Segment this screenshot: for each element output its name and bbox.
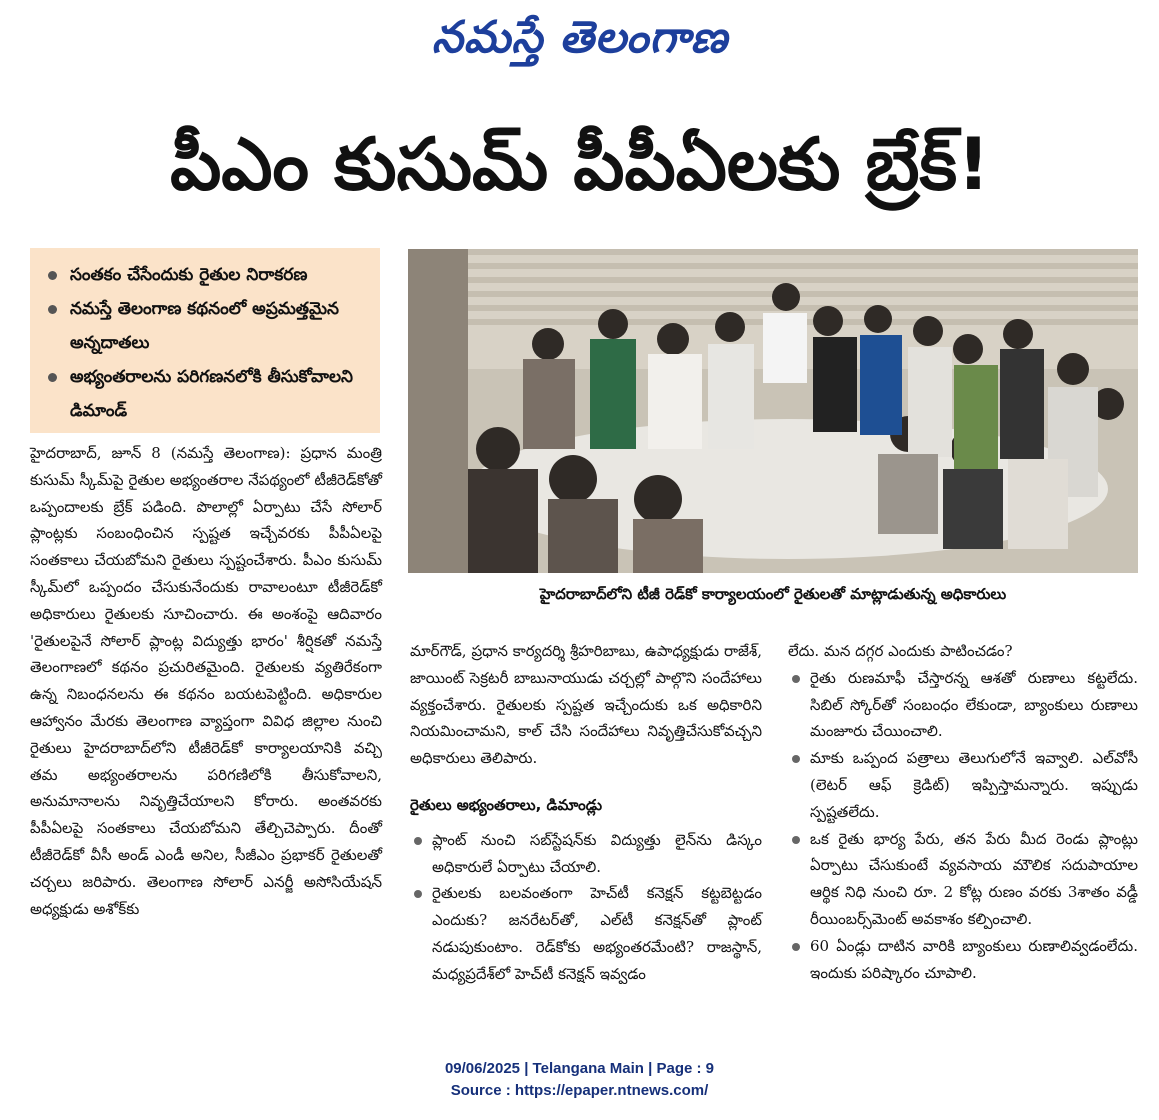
bullet-icon	[48, 271, 57, 280]
highlight-item: నమస్తే తెలంగాణ కథనంలో అప్రమత్తమైన అన్నదాతలు	[44, 292, 368, 360]
bullet-icon	[792, 675, 800, 683]
news-photo	[408, 249, 1138, 573]
demand-item: ప్లాంట్‌ నుంచి సబ్‌స్టేషన్‌కు విద్యుత్తు లైన్‌ను డిస్కం అధికారులే ఏర్పాటు చేయాలి.	[410, 827, 762, 881]
section-subhead: రైతులు అభ్యంతరాలు, డిమాండ్లు	[410, 795, 603, 814]
article-paragraph: మార్‌గౌడ్‌, ప్రధాన కార్యదర్శి శ్రీహరిబాబు, ఉపాధ్యక్షుడు రాజేశ్‌, జాయింట్‌ సెక్రటరీ బాబునాయుడు చర్చల్లో పాల్గొని సందేహాలు వ్యక్తంచేశారు. రైతులకు స్పష్టత ఇచ్చేందుకు ఒక అధికారిని నియమించామని, కాల్‌ చేసి సందేహాలు నివృత్తిచేసుకోవచ్చని అధికారులు తెలిపారు.	[410, 642, 762, 768]
masthead-title: నమస్తే తెలంగాణ	[431, 12, 729, 63]
bullet-icon	[792, 943, 800, 951]
footer-date-line: 09/06/2025 | Telangana Main | Page : 9	[444, 1060, 715, 1077]
demand-item: 60 ఏండ్లు దాటిన వారికి బ్యాంకులు రుణాలివ్వడంలేదు. ఇందుకు పరిష్కారం చూపాలి.	[788, 933, 1138, 987]
article-column-2	[410, 638, 762, 988]
highlights-box	[30, 248, 380, 433]
page-footer	[0, 1058, 1159, 1102]
article-column-3	[788, 638, 1138, 986]
bullet-icon	[48, 305, 57, 314]
headline-text: పీఎం కుసుమ్‌ పీపీఏలకు బ్రేక్‌!	[170, 121, 990, 206]
meeting-photo-illustration	[408, 249, 1138, 573]
bullet-icon	[792, 755, 800, 763]
footer-source-line[interactable]: Source : https://epaper.ntnews.com/	[450, 1082, 709, 1099]
masthead-logo	[300, 8, 860, 78]
demand-item: ఒక రైతు భార్య పేరు, తన పేరు మీద రెండు ప్లాంట్లు ఏర్పాటు చేసుకుంటే వ్యవసాయ మౌలిక సదుపాయాల ఆర్థిక నిధి నుంచి రూ. 2 కోట్ల రుణం వరకు 3శాతం వడ్డీ రీయింబర్స్‌మెంట్‌ అవకాశం కల్పించాలి.	[788, 826, 1138, 933]
article-paragraph: హైదరాబాద్‌, జూన్‌ 8 (నమస్తే తెలంగాణ): ప్రధాన మంత్రి కుసుమ్‌ స్కీమ్‌పై రైతుల అభ్యంతరాల నేపథ్యంలో టీజీరెడ్‌కోతో ఒప్పందాలకు బ్రేక్‌ పడింది. పొలాల్లో ఏర్పాటు చేసే సోలార్‌ ప్లాంట్లకు సంబంధించిన స్పష్టత ఇచ్చేవరకు పీపీఏలపై సంతకాలు చేయబోమని రైతులు స్పష్టంచేశారు. పీఎం కుసుమ్‌ స్కీమ్‌లో ఒప్పందం చేసుకునేందుకు రావాలంటూ టీజీరెడ్‌కో అధికారులు రైతులకు సూచించారు. ఈ అంశంపై ఆదివారం 'రైతులపైనే సోలార్‌ ప్లాంట్ల విద్యుత్తు భారం' శీర్షికతో నమస్తే తెలంగాణలో కథనం ప్రచురితమైంది. రైతులకు వ్యతిరేకంగా ఉన్న నిబంధనలను ఈ కథనం బయటపెట్టింది. అధికారుల ఆహ్వానం మేరకు తెలంగాణ వ్యాప్తంగా వివిధ జిల్లాల నుంచి రైతులు హైదరాబాద్‌లోని టీజీరెడ్‌కో కార్యాలయానికి వచ్చి తమ అభ్యంతరాలను పరిగణిలోకి తీసుకోవాలని, అనుమానాలను నివృత్తిచేయాలని కోరారు. అంతవరకు పీపీఏలపై సంతకాలు చేయబోమని తేల్చిచెప్పారు. దీంతో టీజీరెడ్‌కో వీసీ అండ్‌ ఎండీ అనిల, సీజీఎం ప్రభాకర్‌ రైతులతో చర్చలు జరిపారు. తెలంగాణ సోలార్‌ ఎనర్జీ అసోసియేషన్‌ అధ్యక్షుడు అశోక్‌కు	[30, 444, 382, 918]
bullet-icon	[792, 836, 800, 844]
photo-caption: హైదరాబాద్‌లోని టీజీ రెడ్‌కో కార్యాలయంలో రైతులతో మాట్లాడుతున్న అధికారులు	[539, 585, 1007, 603]
demand-item: రైతు రుణమాఫీ చేస్తారన్న ఆశతో రుణాలు కట్టలేదు. సిబిల్‌ స్కోర్‌తో సంబంధం లేకుండా, బ్యాంకులు రుణాలు మంజూరు చేయించాలి.	[788, 665, 1138, 745]
highlight-item: అభ్యంతరాలను పరిగణనలోకి తీసుకోవాలని డిమాండ్‌	[44, 360, 368, 428]
bullet-icon	[414, 890, 422, 898]
highlight-item: సంతకం చేసేందుకు రైతుల నిరాకరణ	[44, 258, 368, 292]
bullet-icon	[48, 373, 57, 382]
article-column-1	[30, 440, 382, 922]
demand-item: రైతులకు బలవంతంగా హెచ్‌టీ కనెక్షన్‌ కట్టబెట్టడం ఎందుకు? జనరేటర్‌తో, ఎల్‌టీ కనెక్షన్‌తో ప్లాంట్‌ నడుపుకుంటాం. రెడ్‌కోకు అభ్యంతరమేంటి? రాజస్థాన్‌, మధ్యప్రదేశ్‌లో హెచ్‌టీ కనెక్షన్‌ ఇవ్వడం	[410, 880, 762, 987]
bullet-icon	[414, 837, 422, 845]
article-paragraph: లేదు. మన దగ్గర ఎందుకు పాటించడం?	[788, 642, 1013, 660]
demand-item: మాకు ఒప్పంద పత్రాలు తెలుగులోనే ఇవ్వాలి. ఎల్‌వోసీ (లెటర్‌ ఆఫ్‌ క్రెడిట్‌) ఇప్పిస్తామన్నారు. ఇప్పుడు స్పష్టతలేదు.	[788, 745, 1138, 825]
headline	[40, 110, 1120, 235]
